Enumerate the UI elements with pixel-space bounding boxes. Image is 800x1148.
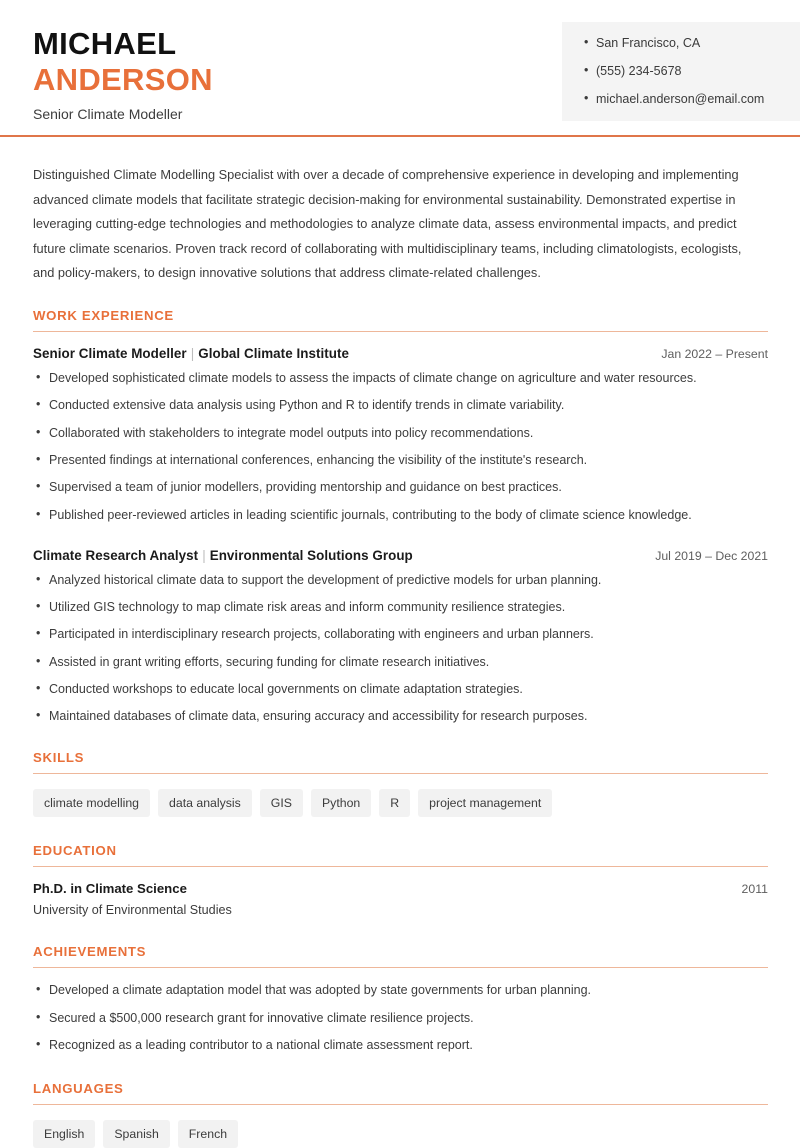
language-chip: French <box>178 1120 238 1148</box>
section-education <box>33 843 768 917</box>
resume-header <box>0 0 800 136</box>
bullet-item: • Presented findings at international conferences, enhancing the visibility of the institute's research. <box>33 452 768 469</box>
skill-chip: R <box>379 789 410 817</box>
education-entry-header <box>33 881 768 896</box>
education-school: University of Environmental Studies <box>33 903 232 918</box>
section-achievements <box>33 944 768 1054</box>
contact-block <box>562 22 800 121</box>
section-rule <box>33 866 768 867</box>
section-rule <box>33 967 768 968</box>
section-work-experience <box>33 308 768 726</box>
bullet-item: • Participated in interdisciplinary research projects, collaborating with engineers and urban planners. <box>33 626 768 643</box>
education-year: 2011 <box>741 882 768 897</box>
professional-summary: Distinguished Climate Modelling Specialist with over a decade of comprehensive experience in developing and implementing advanced climate models that facilitate strategic decision-making for environmental sustainability. Demonstrated expertise in leveraging cutting-edge technologies and methodologies to analyze climate data, assess environmental impacts, and predict future climate scenarios. Proven track record of collaborating with multidisciplinary teams, including climatologists, ecologists, and policy-makers, to design innovative solutions that address climate-related challenges. <box>33 167 742 281</box>
experience-entry <box>33 346 768 524</box>
contact-email[interactable]: • michael.anderson@email.com <box>584 92 784 107</box>
contact-phone[interactable]: • (555) 234-5678 <box>584 64 784 79</box>
bullet-item: • Secured a $500,000 research grant for innovative climate resilience projects. <box>33 1010 768 1027</box>
first-name: MICHAEL <box>33 26 177 61</box>
section-rule <box>33 331 768 332</box>
contact-list <box>584 36 784 107</box>
bullet-item: • Supervised a team of junior modellers, providing mentorship and guidance on best practices. <box>33 479 768 496</box>
skill-chip: project management <box>418 789 552 817</box>
language-chip: Spanish <box>103 1120 169 1148</box>
experience-title-line <box>33 346 349 361</box>
skill-chip: climate modelling <box>33 789 150 817</box>
experience-company: Global Climate Institute <box>198 345 349 361</box>
bullet-item: • Recognized as a leading contributor to a national climate assessment report. <box>33 1037 768 1054</box>
bullet-item: • Conducted workshops to educate local governments on climate adaptation strategies. <box>33 681 768 698</box>
skills-chip-list <box>33 788 768 817</box>
experience-bullets <box>33 370 768 524</box>
bullet-item: • Maintained databases of climate data, ensuring accuracy and accessibility for research purposes. <box>33 708 768 725</box>
experience-entry-header <box>33 346 768 361</box>
bullet-item: • Analyzed historical climate data to support the development of predictive models for urban planning. <box>33 572 768 589</box>
languages-chip-list <box>33 1119 768 1148</box>
experience-entry <box>33 548 768 726</box>
skill-chip: Python <box>311 789 371 817</box>
experience-date: Jan 2022 – Present <box>661 346 768 361</box>
section-title-work-experience: WORK EXPERIENCE <box>33 307 174 323</box>
experience-company: Environmental Solutions Group <box>209 547 413 563</box>
bullet-item: • Published peer-reviewed articles in leading scientific journals, contributing to the body of climate science knowledge. <box>33 507 768 524</box>
section-rule <box>33 1104 768 1105</box>
resume-content <box>0 136 800 1148</box>
bullet-item: • Collaborated with stakeholders to integrate model outputs into policy recommendations. <box>33 425 768 442</box>
section-title-education: EDUCATION <box>33 843 117 859</box>
bullet-item: • Utilized GIS technology to map climate risk areas and inform community resilience strategies. <box>33 599 768 616</box>
experience-date: Jul 2019 – Dec 2021 <box>655 548 768 563</box>
experience-entry-header <box>33 548 768 563</box>
education-degree: Ph.D. in Climate Science <box>33 881 187 897</box>
language-chip: English <box>33 1120 95 1148</box>
section-skills <box>33 750 768 817</box>
skill-chip: data analysis <box>158 789 252 817</box>
experience-role: Senior Climate Modeller <box>33 345 187 361</box>
experience-role: Climate Research Analyst <box>33 547 199 563</box>
section-title-languages: LANGUAGES <box>33 1081 124 1097</box>
achievements-list <box>33 982 768 1054</box>
experience-bullets <box>33 572 768 726</box>
section-title-skills: SKILLS <box>33 750 85 766</box>
title-separator: | <box>202 547 206 563</box>
bullet-item: • Developed sophisticated climate models to assess the impacts of climate change on agriculture and water resources. <box>33 370 768 387</box>
title-separator: | <box>190 345 195 361</box>
header-divider <box>0 135 800 137</box>
last-name: ANDERSON <box>33 61 213 97</box>
education-entry <box>33 881 768 917</box>
bullet-item: • Developed a climate adaptation model that was adopted by state governments for urban planning. <box>33 982 768 999</box>
bullet-item: • Conducted extensive data analysis using Python and R to identify trends in climate variability. <box>33 397 768 414</box>
bullet-item: • Assisted in grant writing efforts, securing funding for climate research initiatives. <box>33 654 768 671</box>
experience-title-line <box>33 548 413 563</box>
section-title-achievements: ACHIEVEMENTS <box>33 944 147 960</box>
skill-chip: GIS <box>260 789 303 817</box>
contact-location: • San Francisco, CA <box>584 36 784 51</box>
name-block <box>33 26 213 123</box>
headline: Senior Climate Modeller <box>33 106 183 123</box>
section-rule <box>33 773 768 774</box>
section-languages <box>33 1081 768 1148</box>
